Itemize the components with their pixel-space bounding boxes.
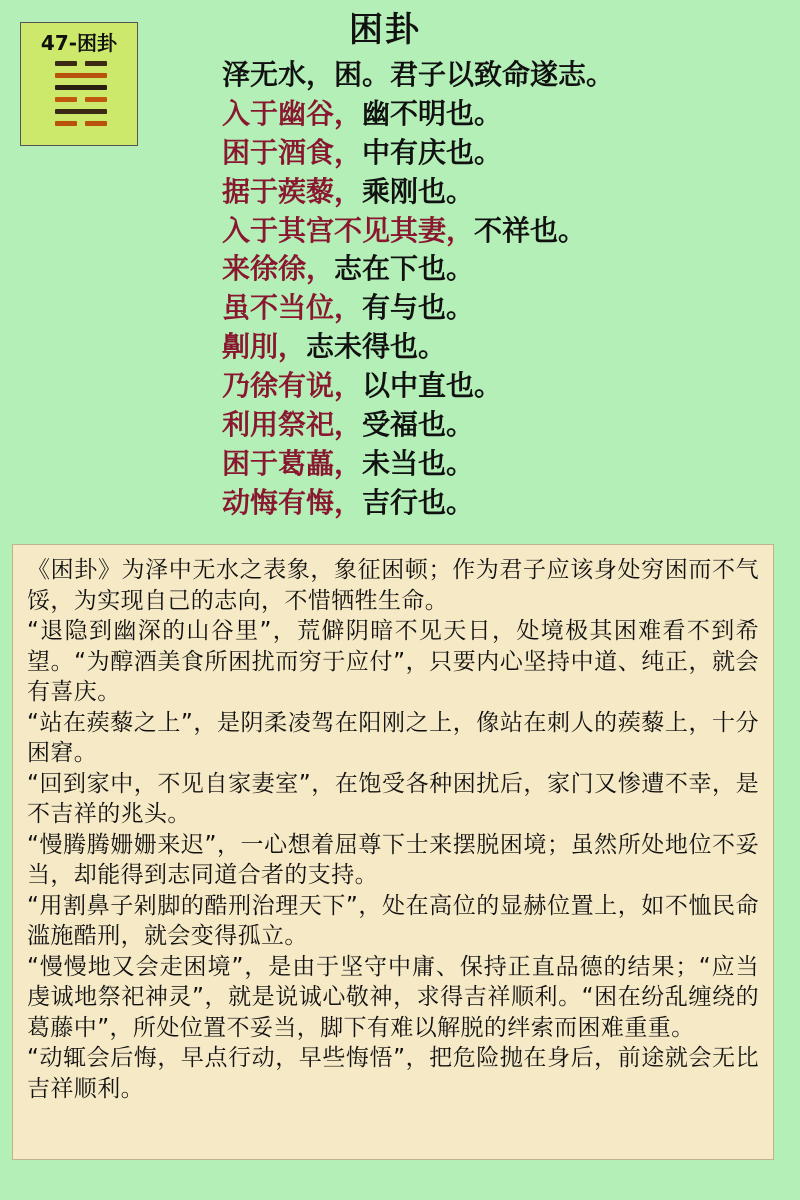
verse-text-red: 据于蒺藜， bbox=[222, 174, 363, 208]
explanation-paragraph: “慢慢地又会走困境”，是由于坚守中庸、保持正直品德的结果；“应当虔诚地祭祀神灵”，就是说诚心敬神，求得吉祥顺利。“困在纷乱缠绕的葛藤中”，所处位置不妥当，脚下有难以解脱的绊索而困难重重。 bbox=[27, 953, 759, 1041]
explanation-paragraph: “站在蒺藜之上”，是阴柔凌驾在阳刚之上，像站在刺人的蒺藜上，十分困窘。 bbox=[27, 709, 759, 766]
verse-text-black: 不祥也。 bbox=[474, 213, 587, 247]
hexagram-line-segment bbox=[85, 97, 107, 102]
explanation-paragraph: “用割鼻子剁脚的酷刑治理天下”，处在高位的显赫位置上，如不恤民命滥施酷刑，就会变得孤立。 bbox=[27, 892, 759, 949]
verse-line bbox=[222, 328, 782, 367]
explanation-paragraph: “慢腾腾姗姗来迟”，一心想着屈尊下士来摆脱困境；虽然所处地位不妥当，却能得到志同道合者的支持。 bbox=[27, 831, 759, 888]
verse-text-red: 动悔有悔， bbox=[222, 485, 363, 519]
hexagram-line-yin bbox=[55, 97, 107, 102]
page-title-text: 困卦 bbox=[349, 10, 421, 50]
hexagram-line-yang bbox=[55, 109, 107, 114]
verse-text-black: 吉行也。 bbox=[362, 485, 475, 519]
verse-text-red: 入于其宫不见其妻， bbox=[222, 213, 475, 247]
hexagram-symbol bbox=[55, 61, 107, 133]
verse-text-red: 劓刖， bbox=[222, 330, 307, 364]
verse-text-black: 泽无水，困。君子以致命遂志。 bbox=[222, 58, 615, 91]
verse-text-red: 乃徐有说， bbox=[222, 369, 363, 403]
hexagram-line-yin bbox=[55, 121, 107, 126]
verse-text-black: 志在下也。 bbox=[334, 252, 475, 286]
verse-line bbox=[222, 134, 782, 173]
verse-list bbox=[222, 56, 782, 523]
explanation-panel bbox=[12, 544, 774, 1160]
hexagram-label: 47-困卦 bbox=[40, 31, 118, 55]
explanation-paragraph: 《困卦》为泽中无水之表象，象征困顿；作为君子应该身处穷困而不气馁，为实现自己的志向，不惜牺牲生命。 bbox=[27, 557, 759, 614]
explanation-paragraph: “回到家中，不见自家妻室”，在饱受各种困扰后，家门又惨遭不幸，是不吉祥的兆头。 bbox=[27, 770, 759, 827]
hexagram-line-segment bbox=[55, 109, 107, 114]
verse-line bbox=[222, 95, 782, 134]
explanation-paragraph: “动辄会后悔，早点行动，早些悔悟”，把危险抛在身后，前途就会无比吉祥顺利。 bbox=[27, 1045, 759, 1102]
verse-line bbox=[222, 289, 782, 328]
verse-line bbox=[222, 250, 782, 289]
verse-text-red: 困于酒食， bbox=[222, 135, 363, 169]
verse-line bbox=[222, 173, 782, 212]
verse-text-black: 中有庆也。 bbox=[362, 135, 503, 169]
hexagram-line-segment bbox=[55, 121, 77, 126]
verse-text-black: 乘刚也。 bbox=[362, 174, 475, 208]
hexagram-line-segment bbox=[55, 61, 77, 66]
hexagram-line-yang bbox=[55, 85, 107, 90]
verse-text-red: 来徐徐， bbox=[222, 252, 335, 286]
hexagram-line-segment bbox=[55, 97, 77, 102]
verse-text-red: 入于幽谷， bbox=[222, 96, 363, 130]
hexagram-line-yin bbox=[55, 61, 107, 66]
verse-line bbox=[222, 484, 782, 523]
hexagram-line-segment bbox=[55, 85, 107, 90]
explanation-paragraph: “退隐到幽深的山谷里”，荒僻阴暗不见天日，处境极其困难看不到希望。“为醇酒美食所困扰而穷于应付”，只要内心坚持中道、纯正，就会有喜庆。 bbox=[27, 618, 759, 705]
hexagram-line-segment bbox=[85, 61, 107, 66]
page-title bbox=[0, 2, 800, 51]
verse-text-red: 困于葛藟， bbox=[222, 446, 363, 480]
verse-line bbox=[222, 367, 782, 406]
verse-text-black: 未当也。 bbox=[362, 446, 475, 480]
hexagram-line-segment bbox=[85, 121, 107, 126]
verse-text-red: 利用祭祀， bbox=[222, 408, 363, 442]
verse-line bbox=[222, 406, 782, 445]
verse-text-black: 志未得也。 bbox=[306, 330, 447, 364]
verse-text-black: 幽不明也。 bbox=[362, 96, 503, 130]
verse-text-black: 有与也。 bbox=[362, 291, 475, 325]
verse-text-black: 以中直也。 bbox=[362, 369, 503, 403]
hexagram-line-yang bbox=[55, 73, 107, 78]
hexagram-line-segment bbox=[55, 73, 107, 78]
verse-text-black: 受福也。 bbox=[362, 408, 475, 442]
verse-text-red: 虽不当位， bbox=[222, 291, 363, 325]
verse-line bbox=[222, 445, 782, 484]
verse-line bbox=[222, 56, 782, 95]
verse-line bbox=[222, 212, 782, 251]
